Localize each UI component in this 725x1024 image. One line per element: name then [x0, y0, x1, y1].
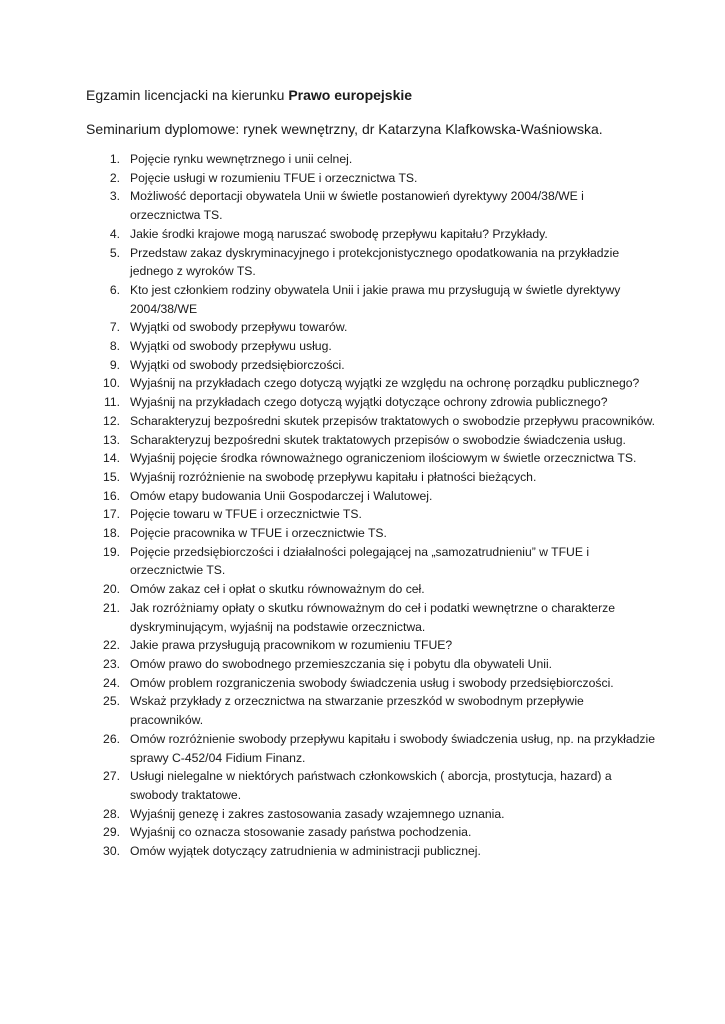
question-item	[86, 431, 656, 450]
question-text: Jak rozróżniamy opłaty o skutku równoważnym do ceł i podatki wewnętrzne o charakterze dyskryminującym, wyjaśnij na podstawie orzecznictwa.	[130, 600, 616, 634]
question-item	[86, 524, 656, 543]
question-text: Kto jest członkiem rodziny obywatela Unii i jakie prawa mu przysługują w świetle dyrektywy 2004/38/WE	[130, 282, 621, 316]
question-item	[86, 636, 656, 655]
question-item	[86, 393, 656, 412]
question-item	[86, 655, 656, 674]
question-number: 11.	[103, 395, 120, 410]
question-number: 25.	[103, 694, 120, 709]
question-number: 8.	[109, 339, 120, 354]
question-item	[86, 543, 656, 580]
question-text: Omów rozróżnienie swobody przepływu kapitału i swobody świadczenia usług, np. na przykładzie sprawy C-452/04 Fidium Finanz.	[130, 731, 656, 765]
exam-title	[86, 86, 412, 104]
question-text: Wyjątki od swobody przepływu towarów.	[130, 320, 348, 335]
question-item	[86, 468, 656, 487]
question-text: Przedstaw zakaz dyskryminacyjnego i protekcjonistycznego opodatkowania na przykładzie jednego z wyroków TS.	[130, 245, 620, 279]
question-number: 18.	[103, 526, 120, 541]
question-number: 2.	[109, 170, 120, 185]
question-item	[86, 356, 656, 375]
question-text: Wyjaśnij genezę i zakres zastosowania zasady wzajemnego uznania.	[130, 806, 505, 821]
question-number: 14.	[103, 451, 120, 466]
question-text: Wskaż przykłady z orzecznictwa na stwarzanie przeszkód w swobodnym przepływie pracowników.	[130, 694, 584, 728]
question-text: Pojęcie towaru w TFUE i orzecznictwie TS.	[130, 507, 362, 522]
question-number: 17.	[103, 507, 120, 522]
question-text: Możliwość deportacji obywatela Unii w świetle postanowień dyrektywy 2004/38/WE i orzecznictwa TS.	[130, 189, 584, 223]
question-item	[86, 767, 656, 804]
question-text: Omów problem rozgraniczenia swobody świadczenia usług i swobody przedsiębiorczości.	[130, 675, 614, 690]
question-number: 27.	[103, 769, 120, 784]
question-text: Pojęcie przedsiębiorczości i działalności polegającej na „samozatrudnieniu” w TFUE i orzecznictwie TS.	[130, 544, 590, 578]
question-text: Jakie środki krajowe mogą naruszać swobodę przepływu kapitału? Przykłady.	[130, 226, 548, 241]
question-number: 15.	[103, 469, 120, 484]
question-text: Wyjaśnij rozróżnienie na swobodę przepływu kapitału i płatności bieżących.	[130, 469, 537, 484]
question-text: Usługi nielegalne w niektórych państwach członkowskich ( aborcja, prostytucja, hazard) a swobody traktatowe.	[130, 769, 612, 802]
question-number: 4.	[109, 226, 120, 241]
question-item	[86, 412, 656, 431]
question-item	[86, 823, 656, 842]
question-text: Omów zakaz ceł i opłat o skutku równoważnym do ceł.	[130, 582, 425, 597]
question-number: 3.	[109, 189, 120, 204]
question-number: 1.	[109, 152, 120, 166]
question-item	[86, 449, 656, 468]
question-text: Scharakteryzuj bezpośredni skutek przepisów traktatowych o swobodzie przepływu pracowników.	[130, 413, 655, 428]
question-item	[86, 225, 656, 244]
question-text: Wyjaśnij pojęcie środka równoważnego ograniczeniom ilościowym w świetle orzecznictwa TS.	[130, 451, 637, 466]
question-text: Wyjątki od swobody przepływu usług.	[130, 339, 332, 354]
question-number: 19.	[103, 544, 120, 559]
question-number: 12.	[103, 413, 120, 428]
question-number: 16.	[103, 488, 120, 503]
question-text: Pojęcie pracownika w TFUE i orzecznictwie TS.	[130, 526, 387, 541]
question-item	[86, 244, 656, 281]
question-number: 10.	[103, 376, 120, 391]
question-text: Wyjaśnij na przykładach czego dotyczą wyjątki dotyczące ochrony zdrowia publicznego?	[130, 395, 608, 410]
question-text: Omów etapy budowania Unii Gospodarczej i Walutowej.	[130, 488, 433, 503]
question-text: Omów wyjątek dotyczący zatrudnienia w administracji publicznej.	[130, 844, 481, 859]
question-item	[86, 692, 656, 729]
question-number: 24.	[103, 675, 120, 690]
question-number: 22.	[103, 638, 120, 653]
question-list	[86, 150, 656, 861]
question-number: 28.	[103, 806, 120, 821]
question-number: 29.	[103, 825, 120, 840]
question-text: Scharakteryzuj bezpośredni skutek traktatowych przepisów o swobodzie świadczenia usług.	[130, 432, 626, 447]
question-item	[86, 374, 656, 393]
question-item	[86, 187, 656, 224]
exam-title-prefix: Egzamin licencjacki na kierunku	[86, 87, 289, 103]
question-number: 23.	[103, 656, 120, 671]
question-item	[86, 169, 656, 188]
seminar-title: Seminarium dyplomowe: rynek wewnętrzny, dr Katarzyna Klafkowska-Waśniowska.	[86, 121, 603, 137]
question-item	[86, 281, 656, 318]
question-text: Wyjaśnij co oznacza stosowanie zasady państwa pochodzenia.	[130, 825, 472, 840]
question-item	[86, 487, 656, 506]
question-item	[86, 674, 656, 693]
question-text: Jakie prawa przysługują pracownikom w rozumieniu TFUE?	[130, 638, 453, 653]
question-number: 26.	[103, 731, 120, 746]
question-number: 9.	[109, 357, 120, 372]
question-item	[86, 730, 656, 767]
question-item	[86, 318, 656, 337]
question-number: 5.	[109, 245, 120, 260]
question-item	[86, 337, 656, 356]
question-item	[86, 805, 656, 824]
question-text: Pojęcie usługi w rozumieniu TFUE i orzecznictwa TS.	[130, 170, 418, 185]
question-item	[86, 580, 656, 599]
exam-title-field: Prawo europejskie	[288, 87, 413, 103]
question-number: 7.	[109, 320, 120, 335]
question-text: Wyjaśnij na przykładach czego dotyczą wyjątki ze względu na ochronę porządku publicznego?	[130, 376, 640, 391]
question-item	[86, 505, 656, 524]
question-item	[86, 599, 656, 636]
question-text: Omów prawo do swobodnego przemieszczania się i pobytu dla obywateli Unii.	[130, 656, 553, 671]
question-number: 13.	[103, 432, 120, 447]
question-number: 6.	[109, 282, 120, 297]
question-item	[86, 150, 656, 169]
question-number: 30.	[103, 844, 120, 859]
question-number: 21.	[103, 600, 120, 615]
question-text: Pojęcie rynku wewnętrznego i unii celnej.	[130, 152, 353, 166]
question-number: 20.	[103, 582, 120, 597]
question-item	[86, 842, 656, 861]
question-text: Wyjątki od swobody przedsiębiorczości.	[130, 357, 345, 372]
